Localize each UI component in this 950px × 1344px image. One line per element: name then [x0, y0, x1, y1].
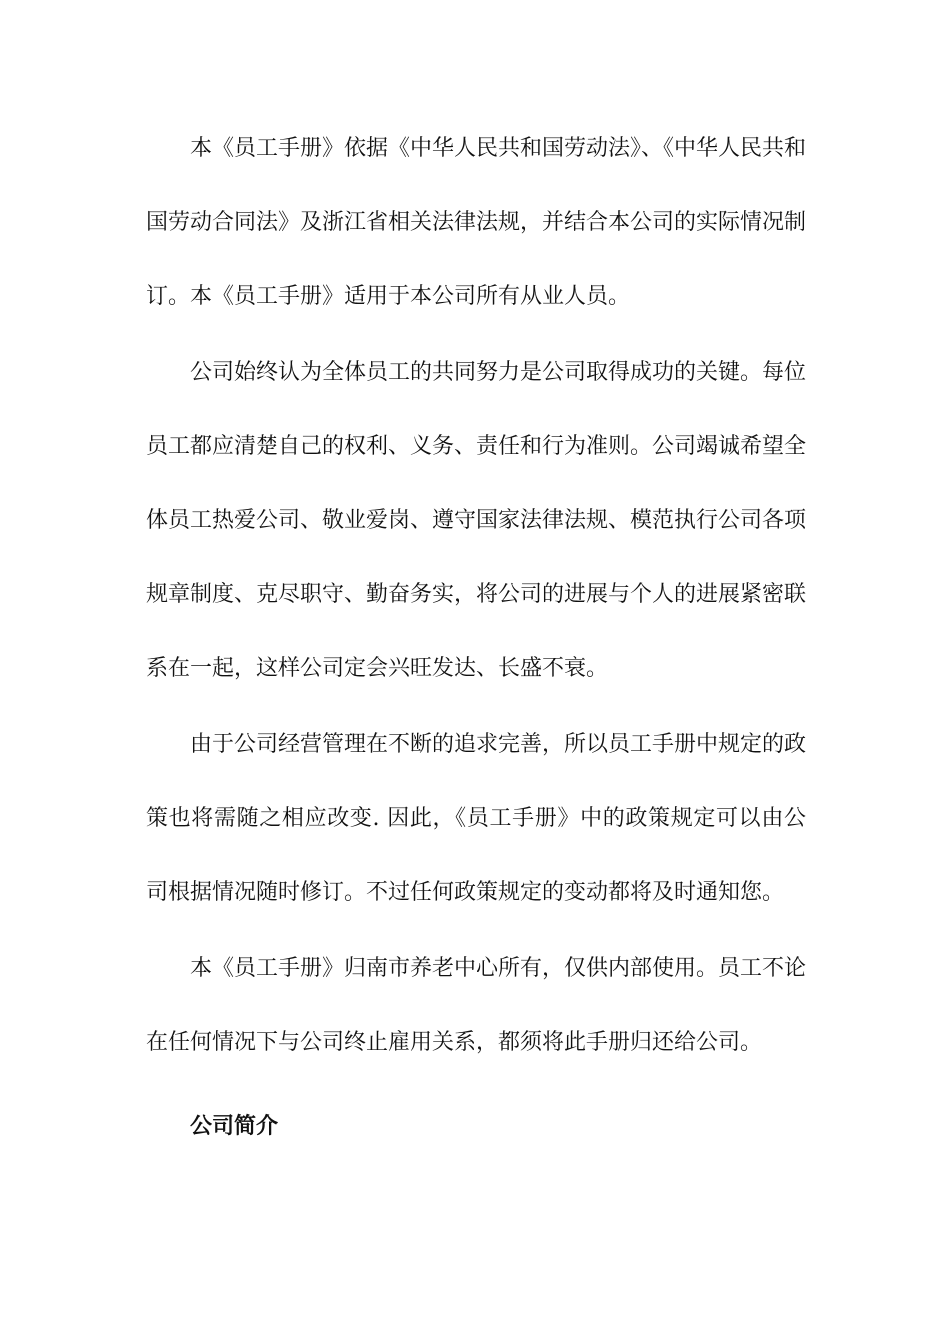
paragraph-handbook-basis: 本《员工手册》依据《中华人民共和国劳动法》、《中华人民共和国劳动合同法》及浙江省相关法律法规，并结合本公司的实际情况制订。本《员工手册》适用于本公司所有从业人员。: [146, 136, 807, 309]
paragraph-ownership: 本《员工手册》归南市养老中心所有，仅供内部使用。员工不论在任何情况下与公司终止雇用关系，都须将此手册归还给公司。: [146, 956, 807, 1055]
paragraph-company-belief: 公司始终认为全体员工的共同努力是公司取得成功的关键。每位员工都应清楚自己的权利、义务、责任和行为准则。公司竭诚希望全体员工热爱公司、敬业爱岗、遵守国家法律法规、模范执行公司各项规章制度、克尽职守、勤奋务实，将公司的进展与个人的进展紧密联系在一起，这样公司定会兴旺发达、长盛不衰。: [146, 360, 807, 681]
paragraph-policy-revision: 由于公司经营管理在不断的追求完善，所以员工手册中规定的政策也将需随之相应改变. 因此，《员工手册》中的政策规定可以由公司根据情况随时修订。不过任何政策规定的变动都将及时通知您。: [146, 732, 807, 905]
document-body: [146, 112, 806, 1164]
section-heading-company-intro: 公司简介: [190, 1114, 279, 1139]
